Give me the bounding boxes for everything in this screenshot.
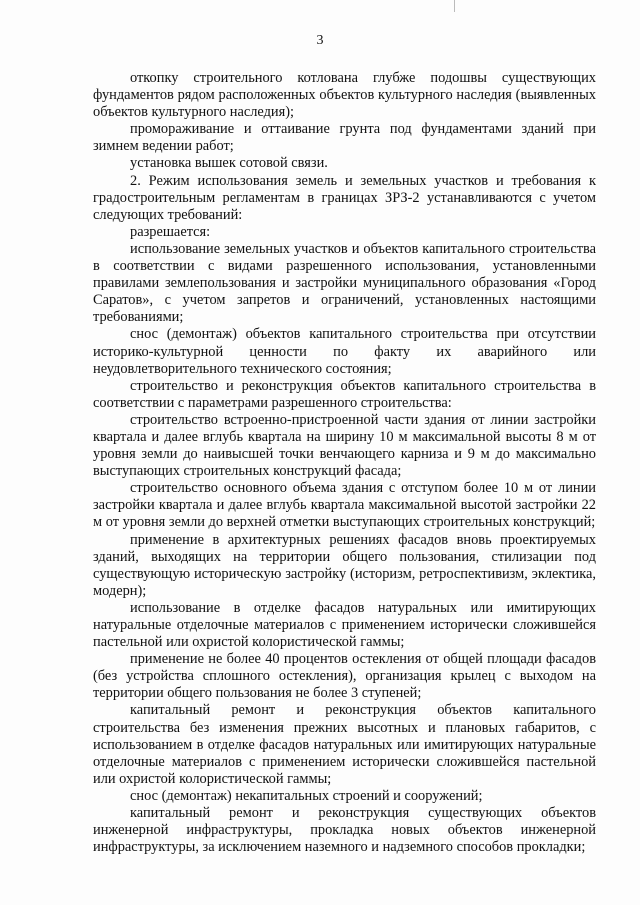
paragraph: строительство и реконструкция объектов капитального строительства в соответствии с параметрами разрешенного строительства: bbox=[93, 377, 596, 411]
paragraph: разрешается: bbox=[130, 223, 211, 240]
paragraph: использование в отделке фасадов натуральных или имитирующих натуральные отделочные материалов с применением исторически сложившейся пастельной или охристой колористической гаммы; bbox=[93, 599, 596, 651]
paragraph: промораживание и оттаивание грунта под фундаментами зданий при зимнем ведении работ; bbox=[93, 121, 596, 155]
paragraph: капитальный ремонт и реконструкция объектов капитального строительства без изменения прежних высотных и плановых габаритов, с использованием в отделке фасадов натуральных или имитирующих натуральные отделочные материалов с применением исторически сложившейся пастельной или охристой колористической гаммы; bbox=[93, 702, 596, 787]
paragraph: установка вышек сотовой связи. bbox=[130, 155, 328, 172]
page-number: 3 bbox=[316, 33, 324, 48]
paragraph: применение в архитектурных решениях фасадов вновь проектируемых зданий, выходящих на территории общего пользования, стилизации под существующую историческую застройку (историзм, ретроспективизм, эклектика, модерн); bbox=[93, 531, 596, 599]
paragraph: применение не более 40 процентов остекления от общей площади фасадов (без устройства сплошного остекления), организация крылец с выходом на территории общего пользования не более 3 ступеней; bbox=[93, 651, 596, 702]
paragraph: строительство встроенно-пристроенной части здания от линии застройки квартала и далее вглубь квартала на ширину 10 м максимальной высоты 8 м от уровня земли до наивысшей точки венчающего карниза и 9 м до максимально выступающих строительных конструкций фасада; bbox=[93, 411, 596, 480]
scan-mark bbox=[454, 0, 455, 12]
paragraph: снос (демонтаж) некапитальных строений и сооружений; bbox=[130, 787, 483, 804]
paragraph: строительство основного объема здания с отступом более 10 м от линии застройки квартала и далее вглубь квартала максимальной высотой застройки 22 м от уровня земли до верхней отметки выступающих строительных конструкций; bbox=[93, 480, 596, 531]
document-body bbox=[93, 70, 596, 856]
paragraph: 2. Режим использования земель и земельных участков и требования к градостроительным регламентам в границах ЗРЗ-2 устанавливаются с учетом следующих требований: bbox=[93, 172, 596, 223]
paragraph: использование земельных участков и объектов капитального строительства в соответствии с видами разрешенного использования, установленными правилами землепользования и застройки муниципального образования «Город Саратов», с учетом запретов и ограничений, установленных настоящими требованиями; bbox=[93, 240, 596, 326]
paragraph: снос (демонтаж) объектов капитального строительства при отсутствии историко-культурной ценности по факту их аварийного или неудовлетворительного технического состояния; bbox=[93, 326, 596, 377]
paragraph: капитальный ремонт и реконструкция существующих объектов инженерной инфраструктуры, прокладка новых объектов инженерной инфраструктуры, за исключением наземного и надземного способов прокладки; bbox=[93, 805, 596, 856]
paragraph: откопку строительного котлована глубже подошвы существующих фундаментов рядом расположенных объектов культурного наследия (выявленных объектов культурного наследия); bbox=[93, 70, 596, 121]
